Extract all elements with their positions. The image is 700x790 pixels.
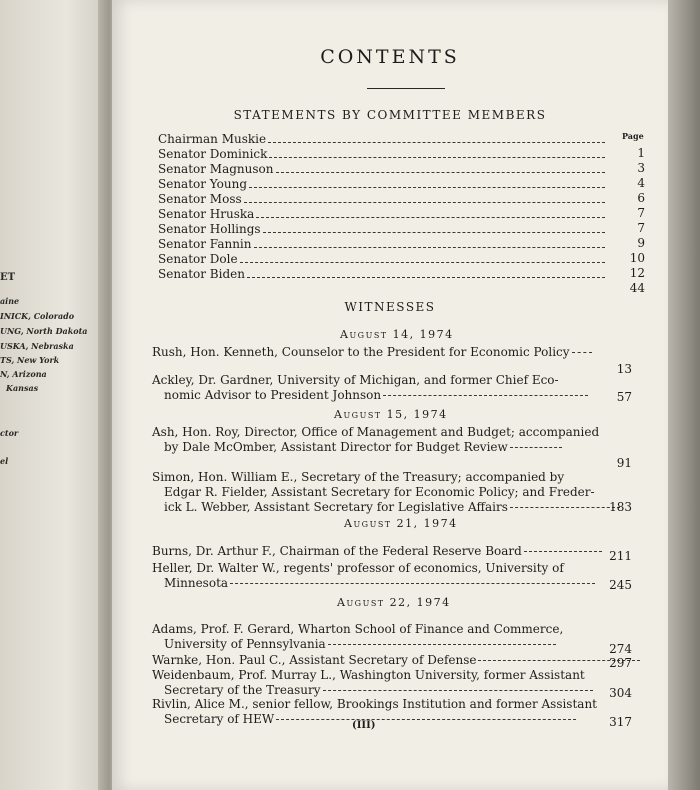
witness-entry — [152, 345, 592, 360]
member-name: Senator Biden — [158, 267, 245, 281]
witness-text: nomic Advisor to President Johnson — [164, 388, 382, 402]
left-fragment: INICK, Colorado — [0, 311, 75, 321]
witness-text: Ackley, Dr. Gardner, University of Michigan, and former Chief Eco- — [152, 373, 559, 387]
left-fragment: UNG, North Dakota — [0, 326, 88, 336]
witness-page-number: 297 — [609, 656, 632, 670]
dot-leader — [276, 172, 606, 173]
witness-text: Rivlin, Alice M., senior fellow, Brookings Institution and former Assistant — [152, 697, 597, 711]
member-entry — [158, 221, 608, 236]
witness-text: Burns, Dr. Arthur F., Chairman of the Federal Reserve Board — [152, 544, 522, 558]
member-name: Senator Dominick — [158, 147, 268, 161]
hearing-date: August 14, 1974 — [340, 328, 454, 341]
dot-leader — [256, 217, 605, 218]
left-fragment: Kansas — [6, 383, 39, 393]
witness-entry — [152, 373, 588, 403]
member-entry — [158, 176, 608, 191]
witness-text: Minnesota — [164, 576, 229, 590]
witness-text: by Dale McOmber, Assistant Director for Budget Review — [164, 440, 508, 454]
left-fragment: TS, New York — [0, 355, 60, 365]
witness-text: Ash, Hon. Roy, Director, Office of Management and Budget; accompanied — [152, 425, 600, 439]
witness-page-number: 13 — [616, 362, 632, 376]
left-page — [0, 0, 110, 790]
witness-page-number: 57 — [616, 390, 632, 404]
member-page-number: 3 — [637, 161, 645, 175]
dot-leader — [572, 352, 592, 353]
left-fragment: ET — [0, 272, 16, 283]
witness-page-number: 211 — [609, 549, 632, 563]
member-entry — [158, 161, 608, 176]
member-entry — [158, 266, 608, 281]
member-name: Senator Young — [158, 177, 248, 191]
member-name: Chairman Muskie — [158, 132, 267, 146]
witness-page-number: 317 — [609, 715, 632, 729]
dot-leader — [244, 202, 605, 203]
dot-leader — [510, 447, 562, 448]
member-entry — [158, 131, 608, 146]
member-name: Senator Hollings — [158, 222, 261, 236]
member-page-number: 10 — [629, 251, 645, 265]
member-page-number: 7 — [637, 221, 645, 235]
witness-text: Edgar R. Fielder, Assistant Secretary for Economic Policy; and Freder- — [164, 485, 595, 499]
witness-text: Adams, Prof. F. Gerard, Wharton School of Finance and Commerce, — [152, 622, 564, 636]
left-fragment: el — [0, 456, 9, 466]
page-column-label: Page — [622, 131, 644, 141]
witness-text: Simon, Hon. William E., Secretary of the Treasury; accompanied by — [152, 470, 565, 484]
witness-text: Weidenbaum, Prof. Murray L., Washington University, former Assistant — [152, 668, 585, 682]
member-name: Senator Moss — [158, 192, 242, 206]
witness-text: Secretary of the Treasury — [164, 683, 321, 697]
member-page-number: 1 — [637, 146, 645, 160]
witness-text: University of Pennsylvania — [164, 637, 326, 651]
dot-leader — [268, 142, 605, 143]
witness-text: Warnke, Hon. Paul C., Assistant Secretary of Defense — [152, 653, 477, 667]
statements-heading: STATEMENTS BY COMMITTEE MEMBERS — [233, 108, 547, 122]
left-fragment: aine — [0, 296, 20, 306]
member-page-number: 12 — [629, 266, 645, 280]
witness-page-number: 274 — [609, 642, 632, 656]
member-entry — [158, 251, 608, 266]
dot-leader — [240, 262, 605, 263]
member-name: Senator Fannin — [158, 237, 252, 251]
dot-leader — [247, 277, 605, 278]
title-rule — [367, 88, 445, 89]
witnesses-heading: WITNESSES — [344, 300, 436, 314]
witness-text: ick L. Webber, Assistant Secretary for Legislative Affairs — [164, 500, 508, 514]
dot-leader — [383, 395, 588, 396]
page-title: CONTENTS — [320, 46, 460, 68]
dot-leader — [230, 583, 595, 584]
witness-text: Secretary of HEW — [164, 712, 275, 726]
hearing-date: August 21, 1974 — [344, 517, 458, 530]
witness-entry — [152, 544, 602, 559]
witness-entry — [152, 622, 563, 652]
witness-entry — [152, 668, 593, 698]
witness-page-number: 245 — [609, 578, 632, 592]
witness-entry — [152, 425, 599, 455]
witness-entry — [152, 470, 620, 515]
contents-page — [112, 0, 668, 790]
member-page-number: 44 — [629, 281, 645, 295]
member-name: Senator Magnuson — [158, 162, 274, 176]
witness-entry — [152, 561, 595, 591]
dot-leader — [254, 247, 606, 248]
member-page-number: 9 — [637, 236, 645, 250]
dot-leader — [276, 719, 576, 720]
dot-leader — [323, 690, 593, 691]
hearing-date: August 22, 1974 — [337, 596, 451, 609]
witness-text: Heller, Dr. Walter W., regents' professor of economics, University of — [152, 561, 564, 575]
member-name: Senator Dole — [158, 252, 238, 266]
background-edge — [666, 0, 700, 790]
member-page-number: 4 — [637, 176, 645, 190]
dot-leader — [263, 232, 605, 233]
dot-leader — [524, 551, 602, 552]
left-fragment: USKA, Nebraska — [0, 341, 74, 351]
dot-leader — [269, 157, 605, 158]
dot-leader — [328, 644, 556, 645]
member-page-number: 6 — [637, 191, 645, 205]
dot-leader — [249, 187, 605, 188]
witness-page-number: 183 — [609, 500, 632, 514]
member-name: Senator Hruska — [158, 207, 255, 221]
witness-entry — [152, 653, 640, 668]
folio-number: (III) — [352, 720, 376, 731]
member-page-number: 7 — [637, 206, 645, 220]
left-fragment: ctor — [0, 428, 19, 438]
member-entry — [158, 206, 608, 221]
hearing-date: August 15, 1974 — [334, 408, 448, 421]
member-entry — [158, 236, 608, 251]
witness-page-number: 304 — [609, 686, 632, 700]
member-entry — [158, 146, 608, 161]
left-fragment: N, Arizona — [0, 369, 47, 379]
member-entry — [158, 191, 608, 206]
witness-text: Rush, Hon. Kenneth, Counselor to the President for Economic Policy — [152, 345, 570, 359]
witness-page-number: 91 — [616, 456, 632, 470]
